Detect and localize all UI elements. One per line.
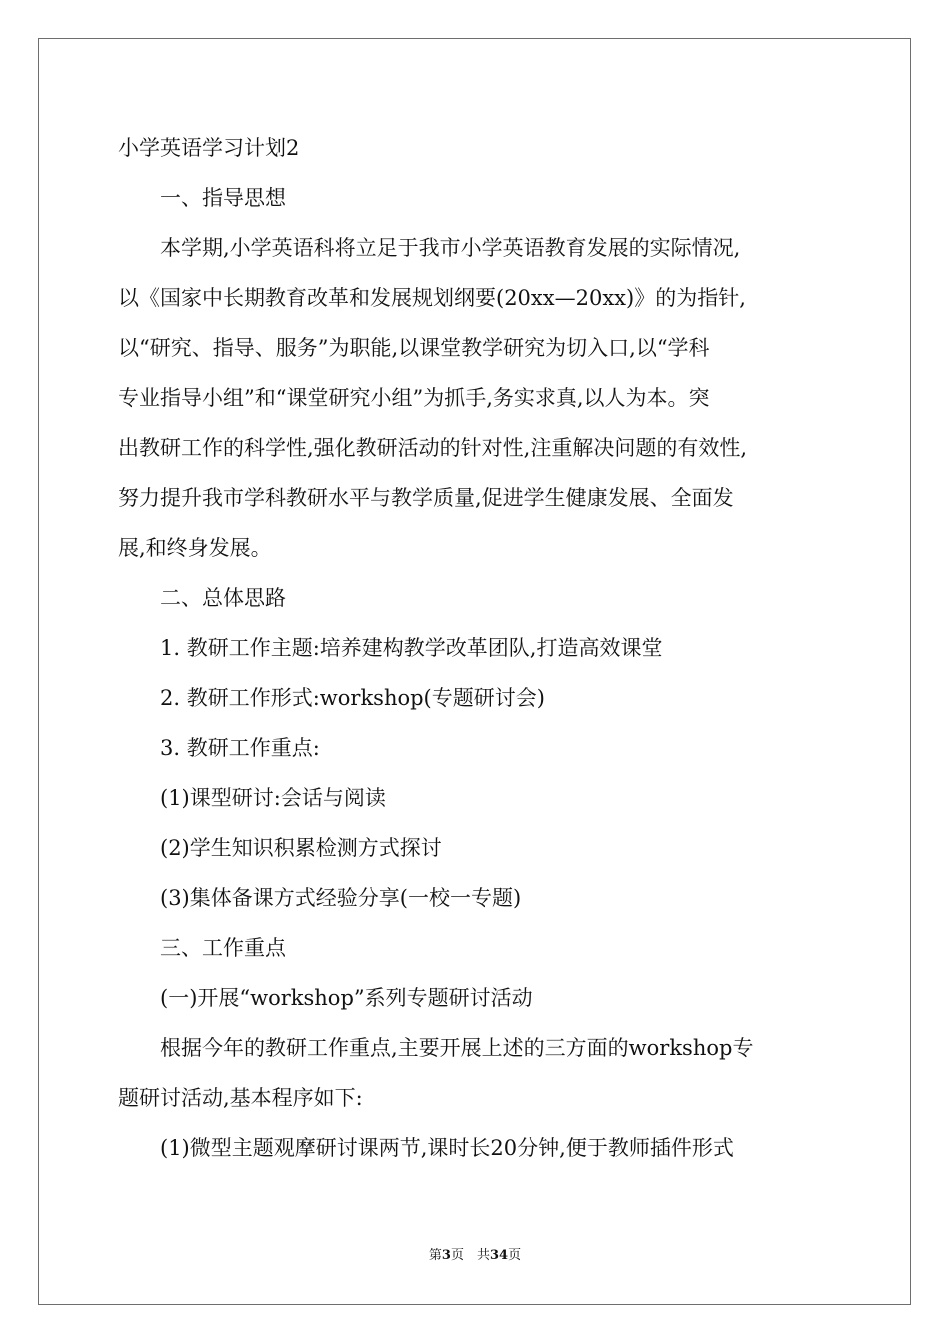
document-title: 小学英语学习计划2 — [118, 136, 300, 160]
paragraph-line: 努力提升我市学科教研水平与教学质量,促进学生健康发展、全面发 — [118, 486, 734, 510]
list-item: (1)课型研讨:会话与阅读 — [160, 786, 386, 810]
list-item: (2)学生知识积累检测方式探讨 — [160, 836, 442, 860]
page-footer — [0, 1244, 950, 1263]
paragraph-line: 展,和终身发展。 — [118, 536, 272, 560]
list-item: 2. 教研工作形式:workshop(专题研讨会) — [160, 686, 545, 710]
heading-overall-approach: 二、总体思路 — [160, 586, 286, 610]
list-item: 3. 教研工作重点: — [160, 736, 320, 760]
paragraph-line: 以“研究、指导、服务”为职能,以课堂教学研究为切入口,以“学科 — [118, 336, 710, 360]
list-item: (1)微型主题观摩研讨课两节,课时长20分钟,便于教师插件形式 — [160, 1136, 734, 1160]
footer-middle: 页 共 — [450, 1248, 490, 1263]
paragraph-line: 本学期,小学英语科将立足于我市小学英语教育发展的实际情况, — [160, 236, 741, 260]
total-pages-number: 34 — [489, 1248, 509, 1263]
paragraph-line: 专业指导小组”和“课堂研究小组”为抓手,务实求真,以人为本。突 — [118, 386, 710, 410]
list-item: (3)集体备课方式经验分享(一校一专题) — [160, 886, 522, 910]
heading-guiding-thought: 一、指导思想 — [160, 186, 286, 210]
list-item: 1. 教研工作主题:培养建构教学改革团队,打造高效课堂 — [160, 636, 663, 660]
footer-suffix: 页 — [508, 1248, 522, 1263]
paragraph-line: 以《国家中长期教育改革和发展规划纲要(20xx—20xx)》的为指针, — [118, 286, 746, 310]
paragraph-line: 题研讨活动,基本程序如下: — [118, 1086, 363, 1110]
subheading: (一)开展“workshop”系列专题研讨活动 — [160, 986, 533, 1010]
paragraph-line: 根据今年的教研工作重点,主要开展上述的三方面的workshop专 — [160, 1036, 754, 1060]
footer-prefix: 第 — [428, 1248, 442, 1263]
page-border — [38, 38, 911, 1305]
paragraph-line: 出教研工作的科学性,强化教研活动的针对性,注重解决问题的有效性, — [118, 436, 748, 460]
heading-work-focus: 三、工作重点 — [160, 936, 286, 960]
current-page-number: 3 — [441, 1248, 451, 1263]
